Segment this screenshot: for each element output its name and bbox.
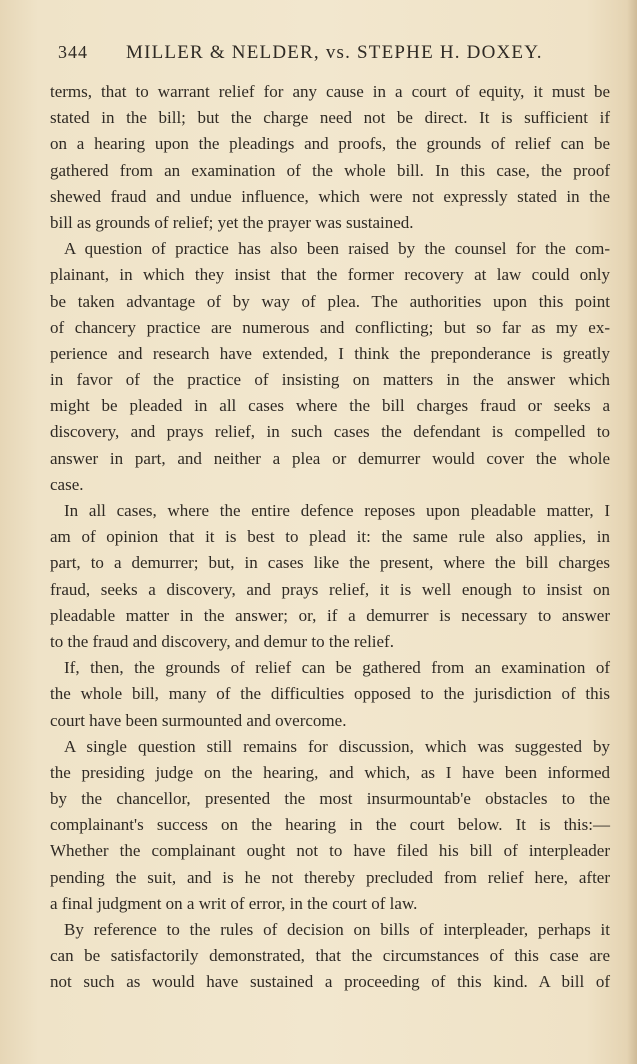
paragraph bbox=[50, 236, 610, 498]
text-line: of chancery practice are numerous and conflicting; but so far as my ex- bbox=[50, 317, 610, 337]
text-line: A question of practice has also been raised by the counsel for the com- bbox=[64, 239, 610, 259]
text-line: can be satisfactorily demonstrated, that the circumstances of this case are bbox=[50, 946, 610, 966]
body-text bbox=[50, 79, 610, 996]
paragraph bbox=[50, 655, 610, 734]
text-line: court have been surmounted and overcome. bbox=[50, 710, 347, 730]
text-line: in favor of the practice of insisting on matters in the answer which bbox=[50, 370, 610, 390]
page-header bbox=[58, 38, 558, 78]
text-line: stated in the bill; but the charge need not be direct. It is sufficient if bbox=[50, 108, 610, 128]
text-line: terms, that to warrant relief for any cause in a court of equity, it must be bbox=[50, 82, 610, 101]
text-line: a final judgment on a writ of error, in the court of law. bbox=[50, 893, 418, 913]
text-line: not such as would have sustained a proceeding of this kind. A bill of bbox=[50, 972, 610, 992]
text-line: plainant, in which they insist that the former recovery at law could only bbox=[50, 265, 610, 285]
text-line: to the fraud and discovery, and demur to the relief. bbox=[50, 631, 394, 651]
text-line: answer in part, and neither a plea or demurrer would cover the whole bbox=[50, 448, 610, 468]
paragraph bbox=[50, 79, 610, 236]
text-line: be taken advantage of by way of plea. The authorities upon this point bbox=[50, 291, 610, 311]
text-line: am of opinion that it is best to plead it: the same rule also applies, in bbox=[50, 527, 610, 547]
text-line: pending the suit, and is he not thereby precluded from relief here, after bbox=[50, 867, 610, 887]
text-line: shewed fraud and undue influence, which were not expressly stated in the bbox=[50, 186, 610, 206]
paragraph bbox=[50, 734, 610, 917]
paragraph bbox=[50, 498, 610, 655]
text-line: might be pleaded in all cases where the bill charges fraud or seeks a bbox=[50, 396, 610, 416]
paragraph bbox=[50, 917, 610, 996]
text-line: by the chancellor, presented the most insurmountab'e obstacles to the bbox=[50, 789, 610, 809]
page-number: 344 bbox=[58, 42, 88, 62]
text-line: complainant's success on the hearing in the court below. It is this:— bbox=[50, 815, 610, 835]
text-line: the presiding judge on the hearing, and which, as I have been informed bbox=[50, 762, 610, 782]
text-line: discovery, and prays relief, in such cases the defendant is compelled to bbox=[50, 422, 610, 442]
text-line: part, to a demurrer; but, in cases like the present, where the bill charges bbox=[50, 553, 610, 573]
text-line: pleadable matter in the answer; or, if a demurrer is necessary to answer bbox=[50, 605, 610, 625]
text-line: bill as grounds of relief; yet the prayer was sustained. bbox=[50, 212, 414, 232]
text-line: the whole bill, many of the difficulties opposed to the jurisdiction of this bbox=[50, 684, 610, 704]
text-line: perience and research have extended, I think the preponderance is greatly bbox=[50, 343, 610, 363]
running-head: MILLER & NELDER, vs. STEPHE H. DOXEY. bbox=[126, 42, 543, 63]
text-line: case. bbox=[50, 474, 84, 494]
text-line: By reference to the rules of decision on bills of interpleader, perhaps it bbox=[64, 920, 610, 939]
text-line: In all cases, where the entire defence reposes upon pleadable matter, I bbox=[64, 501, 610, 520]
text-line: A single question still remains for discussion, which was suggested by bbox=[64, 736, 610, 756]
text-line: gathered from an examination of the whole bill. In this case, the proof bbox=[50, 160, 610, 180]
text-line: Whether the complainant ought not to have filed his bill of interpleader bbox=[50, 841, 610, 861]
text-line: on a hearing upon the pleadings and proofs, the grounds of relief can be bbox=[50, 134, 610, 154]
text-line: fraud, seeks a discovery, and prays relief, it is well enough to insist on bbox=[50, 579, 610, 599]
text-line: If, then, the grounds of relief can be gathered from an examination of bbox=[64, 658, 610, 678]
page-edge-shadow bbox=[627, 0, 637, 1064]
